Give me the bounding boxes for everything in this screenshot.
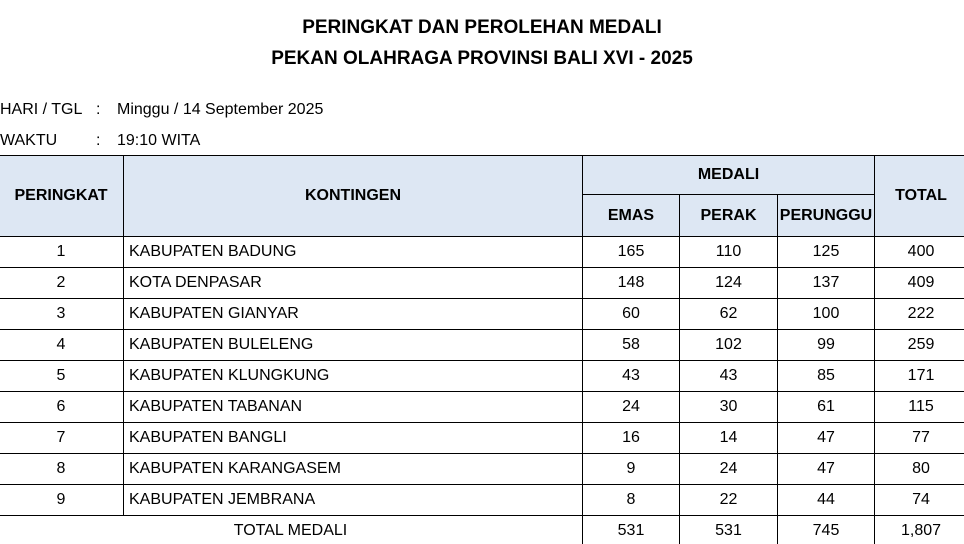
- table-row: [0, 392, 964, 423]
- rank-cell: 1: [0, 237, 124, 268]
- contingent-cell: KABUPATEN GIANYAR: [124, 299, 583, 330]
- time-separator: :: [96, 132, 101, 149]
- table-row: [0, 330, 964, 361]
- total-bronze: 745: [778, 516, 875, 544]
- silver-cell: 30: [680, 392, 778, 423]
- date-line: [0, 100, 500, 120]
- table-body: [0, 237, 964, 516]
- table-row: [0, 237, 964, 268]
- contingent-cell: KABUPATEN BADUNG: [124, 237, 583, 268]
- gold-cell: 16: [583, 423, 680, 454]
- rank-cell: 4: [0, 330, 124, 361]
- total-all: 1,807: [875, 516, 964, 544]
- silver-cell: 22: [680, 485, 778, 516]
- time-value: 19:10 WITA: [117, 132, 201, 149]
- header-total: TOTAL: [875, 156, 964, 237]
- gold-cell: 9: [583, 454, 680, 485]
- total-cell: 74: [875, 485, 964, 516]
- silver-cell: 110: [680, 237, 778, 268]
- table-row: [0, 299, 964, 330]
- header-gold: EMAS: [583, 195, 680, 237]
- silver-cell: 62: [680, 299, 778, 330]
- contingent-cell: KABUPATEN KARANGASEM: [124, 454, 583, 485]
- contingent-cell: KABUPATEN BULELENG: [124, 330, 583, 361]
- silver-cell: 124: [680, 268, 778, 299]
- rank-cell: 2: [0, 268, 124, 299]
- header-contingent: KONTINGEN: [124, 156, 583, 237]
- table-row: [0, 268, 964, 299]
- contingent-cell: KABUPATEN KLUNGKUNG: [124, 361, 583, 392]
- header-medals: MEDALI: [583, 156, 875, 195]
- total-cell: 77: [875, 423, 964, 454]
- rank-cell: 5: [0, 361, 124, 392]
- total-cell: 259: [875, 330, 964, 361]
- gold-cell: 43: [583, 361, 680, 392]
- page-subtitle: PEKAN OLAHRAGA PROVINSI BALI XVI - 2025: [271, 48, 693, 69]
- bronze-cell: 85: [778, 361, 875, 392]
- total-cell: 171: [875, 361, 964, 392]
- total-row: [0, 516, 964, 544]
- date-label: HARI / TGL: [0, 101, 83, 118]
- date-separator: :: [96, 101, 101, 118]
- bronze-cell: 100: [778, 299, 875, 330]
- total-gold: 531: [583, 516, 680, 544]
- date-value: Minggu / 14 September 2025: [117, 101, 324, 118]
- rank-cell: 9: [0, 485, 124, 516]
- total-silver: 531: [680, 516, 778, 544]
- page-title: PERINGKAT DAN PEROLEHAN MEDALI: [302, 17, 662, 38]
- medal-table: [0, 155, 964, 544]
- contingent-cell: KOTA DENPASAR: [124, 268, 583, 299]
- gold-cell: 24: [583, 392, 680, 423]
- bronze-cell: 47: [778, 454, 875, 485]
- total-cell: 222: [875, 299, 964, 330]
- gold-cell: 165: [583, 237, 680, 268]
- gold-cell: 8: [583, 485, 680, 516]
- bronze-cell: 44: [778, 485, 875, 516]
- total-cell: 115: [875, 392, 964, 423]
- header-rank: PERINGKAT: [0, 156, 124, 237]
- rank-cell: 6: [0, 392, 124, 423]
- time-line: [0, 131, 500, 151]
- table-row: [0, 423, 964, 454]
- table-row: [0, 361, 964, 392]
- contingent-cell: KABUPATEN BANGLI: [124, 423, 583, 454]
- bronze-cell: 61: [778, 392, 875, 423]
- bronze-cell: 99: [778, 330, 875, 361]
- total-cell: 80: [875, 454, 964, 485]
- total-cell: 400: [875, 237, 964, 268]
- bronze-cell: 125: [778, 237, 875, 268]
- contingent-cell: KABUPATEN JEMBRANA: [124, 485, 583, 516]
- table-row: [0, 485, 964, 516]
- header-silver: PERAK: [680, 195, 778, 237]
- rank-cell: 7: [0, 423, 124, 454]
- silver-cell: 43: [680, 361, 778, 392]
- contingent-cell: KABUPATEN TABANAN: [124, 392, 583, 423]
- rank-cell: 8: [0, 454, 124, 485]
- bronze-cell: 137: [778, 268, 875, 299]
- total-label: TOTAL MEDALI: [0, 516, 583, 544]
- silver-cell: 14: [680, 423, 778, 454]
- gold-cell: 148: [583, 268, 680, 299]
- gold-cell: 60: [583, 299, 680, 330]
- rank-cell: 3: [0, 299, 124, 330]
- bronze-cell: 47: [778, 423, 875, 454]
- time-label: WAKTU: [0, 132, 58, 149]
- silver-cell: 24: [680, 454, 778, 485]
- table-row: [0, 454, 964, 485]
- gold-cell: 58: [583, 330, 680, 361]
- silver-cell: 102: [680, 330, 778, 361]
- header-bronze: PERUNGGU: [778, 195, 875, 237]
- total-cell: 409: [875, 268, 964, 299]
